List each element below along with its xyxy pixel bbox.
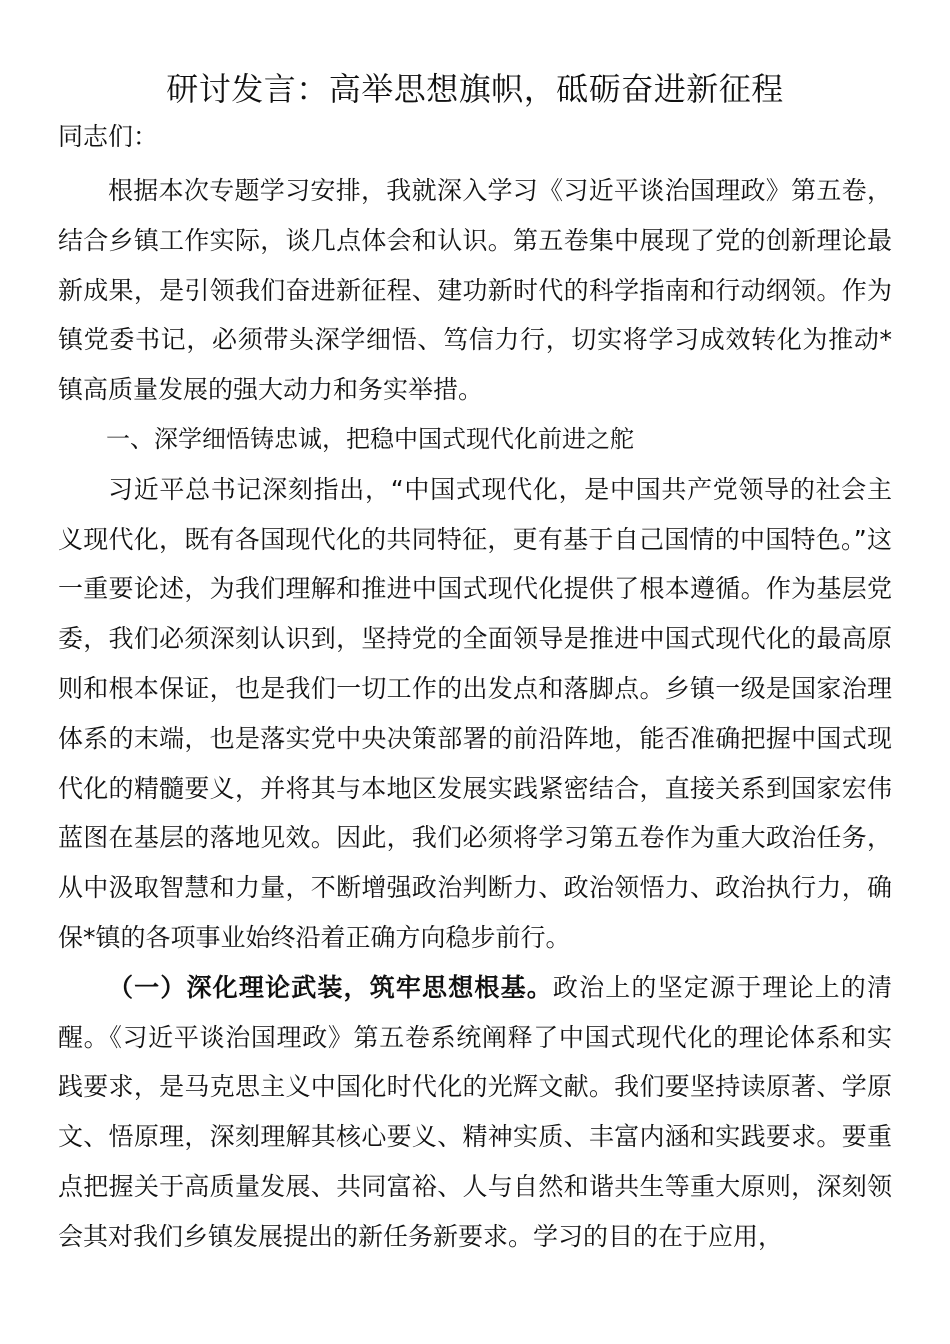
section-heading: 一、深学细悟铸忠诚，把稳中国式现代化前进之舵 — [106, 424, 634, 453]
subsection-paragraph — [58, 963, 892, 1262]
intro-paragraph: 根据本次专题学习安排，我就深入学习《习近平谈治国理政》第五卷，结合乡镇工作实际，谈几点体会和认识。第五卷集中展现了党的创新理论最新成果，是引领我们奋进新征程、建功新时代的科学指南和行动纲领。作为镇党委书记，必须带头深学细悟、笃信力行，切实将学习成效转化为推动*镇高质量发展的强大动力和务实举措。 — [58, 176, 892, 405]
subsection-text: 政治上的坚定源于理论上的清醒。《习近平谈治国理政》第五卷系统阐释了中国式现代化的理论体系和实践要求，是马克思主义中国化时代化的光辉文献。我们要坚持读原著、学原文、悟原理，深刻理解其核心要义、精神实质、丰富内涵和实践要求。要重点把握关于高质量发展、共同富裕、人与自然和谐共生等重大原则，深刻领会其对我们乡镇发展提出的新任务新要求。学习的目的在于应用， — [58, 972, 892, 1251]
subsection-heading: （一）深化理论武装，筑牢思想根基。 — [108, 972, 553, 1002]
salutation: 同志们： — [58, 122, 159, 151]
section-paragraph: 习近平总书记深刻指出，“中国式现代化，是中国共产党领导的社会主义现代化，既有各国现代化的共同特征，更有基于自己国情的中国特色。”这一重要论述，为我们理解和推进中国式现代化提供了根本遵循。作为基层党委，我们必须深刻认识到，坚持党的全面领导是推进中国式现代化的最高原则和根本保证，也是我们一切工作的出发点和落脚点。乡镇一级是国家治理体系的末端，也是落实党中央决策部署的前沿阵地，能否准确把握中国式现代化的精髓要义，并将其与本地区发展实践紧密结合，直接关系到国家宏伟蓝图在基层的落地见效。因此，我们必须将学习第五卷作为重大政治任务，从中汲取智慧和力量，不断增强政治判断力、政治领悟力、政治执行力，确保*镇的各项事业始终沿着正确方向稳步前行。 — [58, 474, 892, 952]
document-title: 研讨发言：高举思想旗帜，砥砺奋进新征程 — [166, 70, 784, 108]
document-body — [58, 166, 892, 1262]
